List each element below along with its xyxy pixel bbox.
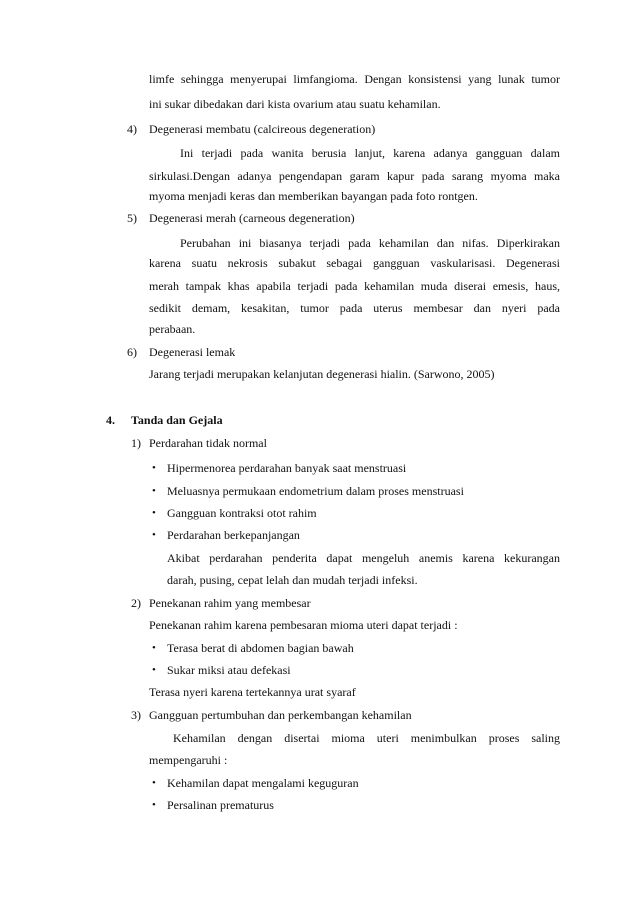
bullet-icon: • [152, 462, 156, 474]
paragraph-line: limfe sehingga menyerupai limfangioma. Dengan konsistensi yang lunak tumor [149, 72, 560, 86]
bullet-text: Hipermenorea perdarahan banyak saat menstruasi [167, 461, 407, 475]
bullet-text: Gangguan kontraksi otot rahim [167, 506, 317, 520]
list-number: 1) [131, 436, 141, 450]
list-number: 3) [131, 708, 141, 722]
paragraph-line: sedikit demam, kesakitan, tumor pada uterus membesar dan nyeri pada [149, 301, 560, 315]
paragraph-line: Kehamilan dengan disertai mioma uteri menimbulkan proses saling [173, 731, 560, 745]
paragraph-line: mempengaruhi : [149, 753, 228, 767]
paragraph-line: Penekanan rahim karena pembesaran mioma uteri dapat terjadi : [149, 618, 458, 632]
list-item-title: Gangguan pertumbuhan dan perkembangan kehamilan [149, 708, 412, 722]
paragraph-line: ini sukar dibedakan dari kista ovarium atau suatu kehamilan. [149, 97, 441, 111]
paragraph-line: Perubahan ini biasanya terjadi pada kehamilan dan nifas. Diperkirakan [180, 236, 560, 250]
list-item-title: Degenerasi membatu (calcireous degeneration) [149, 122, 376, 136]
paragraph-line: Ini terjadi pada wanita berusia lanjut, karena adanya gangguan dalam [180, 146, 560, 160]
bullet-text: Meluasnya permukaan endometrium dalam proses menstruasi [167, 484, 464, 498]
section-heading: Tanda dan Gejala [131, 413, 223, 427]
bullet-icon: • [152, 777, 156, 789]
list-item-title: Perdarahan tidak normal [149, 436, 267, 450]
bullet-text: Persalinan prematurus [167, 798, 274, 812]
paragraph-line: perabaan. [149, 322, 196, 336]
bullet-text: Kehamilan dapat mengalami keguguran [167, 776, 359, 790]
bullet-icon: • [152, 529, 156, 541]
section-number: 4. [106, 413, 115, 427]
list-number: 5) [127, 211, 137, 225]
paragraph-line: merah tampak khas apabila terjadi pada kehamilan muda diserai emesis, haus, [149, 279, 560, 293]
bullet-icon: • [152, 664, 156, 676]
bullet-icon: • [152, 799, 156, 811]
paragraph-line: darah, pusing, cepat lelah dan mudah terjadi infeksi. [167, 573, 418, 587]
list-item-title: Degenerasi lemak [149, 345, 236, 359]
bullet-text: Terasa berat di abdomen bagian bawah [167, 641, 354, 655]
bullet-icon: • [152, 485, 156, 497]
list-item-title: Degenerasi merah (carneous degeneration) [149, 211, 355, 225]
paragraph-line: karena suatu nekrosis subakut sebagai gangguan vaskularisasi. Degenerasi [149, 256, 560, 270]
bullet-text: Sukar miksi atau defekasi [167, 663, 291, 677]
paragraph-line: Akibat perdarahan penderita dapat mengeluh anemis karena kekurangan [167, 551, 560, 565]
list-number: 6) [127, 345, 137, 359]
paragraph-line: Terasa nyeri karena tertekannya urat syaraf [149, 685, 356, 699]
paragraph-line: sirkulasi.Dengan adanya pengendapan garam kapur pada sarang myoma maka [149, 169, 560, 183]
bullet-text: Perdarahan berkepanjangan [167, 528, 300, 542]
bullet-icon: • [152, 642, 156, 654]
list-number: 4) [127, 122, 137, 136]
bullet-icon: • [152, 507, 156, 519]
list-number: 2) [131, 596, 141, 610]
paragraph-line: Jarang terjadi merupakan kelanjutan degenerasi hialin. (Sarwono, 2005) [149, 367, 495, 381]
paragraph-line: myoma menjadi keras dan memberikan bayangan pada foto rontgen. [149, 189, 478, 203]
list-item-title: Penekanan rahim yang membesar [149, 596, 311, 610]
